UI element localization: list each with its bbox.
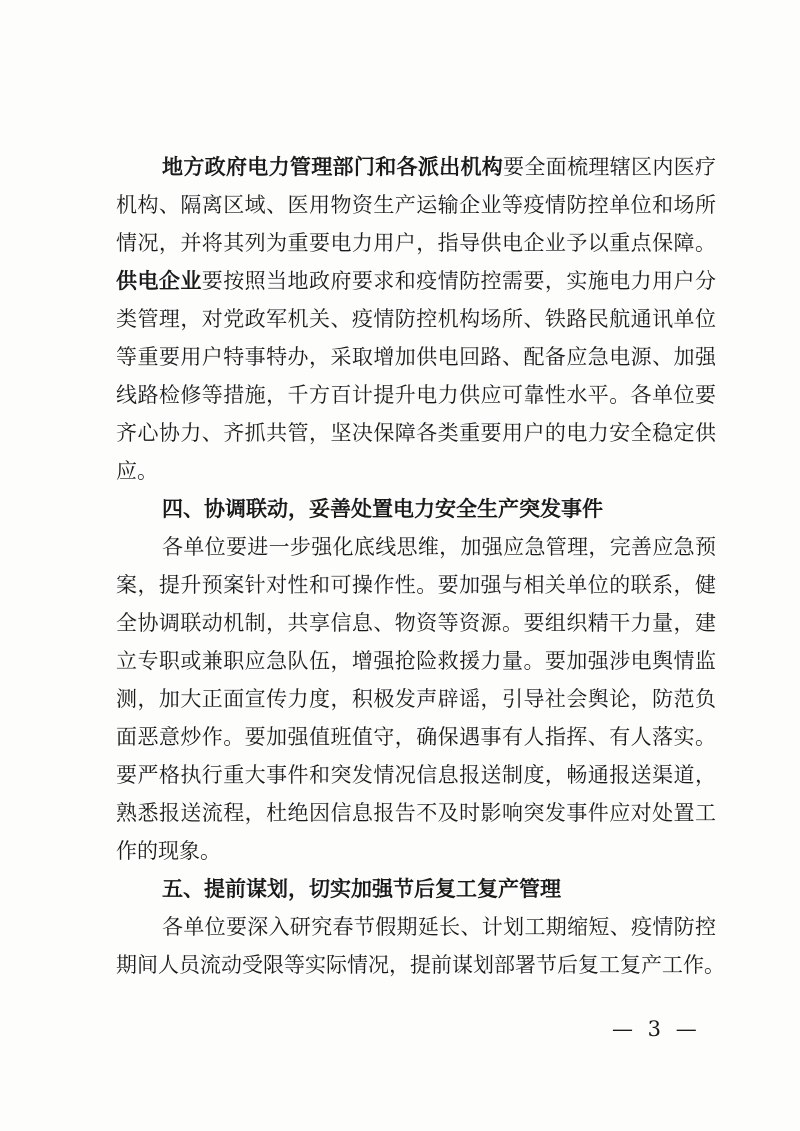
- paragraph-line: 情况，并将其列为重要电力用户，指导供电企业予以重点保障。: [116, 231, 716, 255]
- page-number: — 3 —: [612, 1017, 701, 1041]
- paragraph-text: 要全面梳理辖区内医疗: [503, 155, 717, 179]
- paragraph-line: 面恶意炒作。要加强值班值守，确保遇事有人指挥、有人落实。: [116, 725, 716, 749]
- paragraph-line: 熟悉报送流程，杜绝因信息报告不及时影响突发事件应对处置工: [116, 801, 716, 825]
- paragraph-line: [116, 148, 716, 186]
- paragraph-line: 测，加大正面宣传力度，积极发声辟谣，引导社会舆论，防范负: [116, 687, 716, 711]
- paragraph-line: 期间人员流动受限等实际情况，提前谋划部署节后复工复产工作。: [116, 953, 725, 977]
- paragraph-line: 案，提升预案针对性和可操作性。要加强与相关单位的联系，健: [116, 573, 716, 597]
- paragraph-line: 线路检修等措施，千方百计提升电力供应可靠性水平。各单位要: [116, 383, 716, 407]
- paragraph-line: 各单位要进一步强化底线思维，加强应急管理，完善应急预: [162, 535, 716, 559]
- paragraph-line: 作的现象。: [116, 839, 221, 863]
- bold-lead-text: 地方政府电力管理部门和各派出机构: [162, 155, 504, 179]
- paragraph-line: [116, 262, 716, 300]
- section-heading: 四、协调联动，妥善处置电力安全生产突发事件: [162, 497, 603, 521]
- paragraph-line: 各单位要深入研究春节假期延长、计划工期缩短、疫情防控: [162, 915, 716, 939]
- paragraph-text: 要按照当地政府要求和疫情防控需要，实施电力用户分: [201, 269, 717, 293]
- section-heading: 五、提前谋划，切实加强节后复工复产管理: [162, 877, 561, 901]
- paragraph-line: 机构、隔离区域、医用物资生产运输企业等疫情防控单位和场所: [116, 193, 716, 217]
- bold-lead-text: 供电企业: [116, 269, 202, 293]
- paragraph-line: 应。: [116, 459, 158, 483]
- paragraph-line: 立专职或兼职应急队伍，增强抢险救援力量。要加强涉电舆情监: [116, 649, 716, 673]
- paragraph-line: 齐心协力、齐抓共管，坚决保障各类重要用户的电力安全稳定供: [116, 421, 716, 445]
- paragraph-line: 类管理，对党政军机关、疫情防控机构场所、铁路民航通讯单位: [116, 307, 716, 331]
- paragraph-line: 等重要用户特事特办，采取增加供电回路、配备应急电源、加强: [116, 345, 716, 369]
- document-body: [116, 148, 725, 984]
- paragraph-line: 要严格执行重大事件和突发情况信息报送制度，畅通报送渠道，: [116, 763, 716, 787]
- paragraph-line: 全协调联动机制，共享信息、物资等资源。要组织精干力量，建: [116, 611, 716, 635]
